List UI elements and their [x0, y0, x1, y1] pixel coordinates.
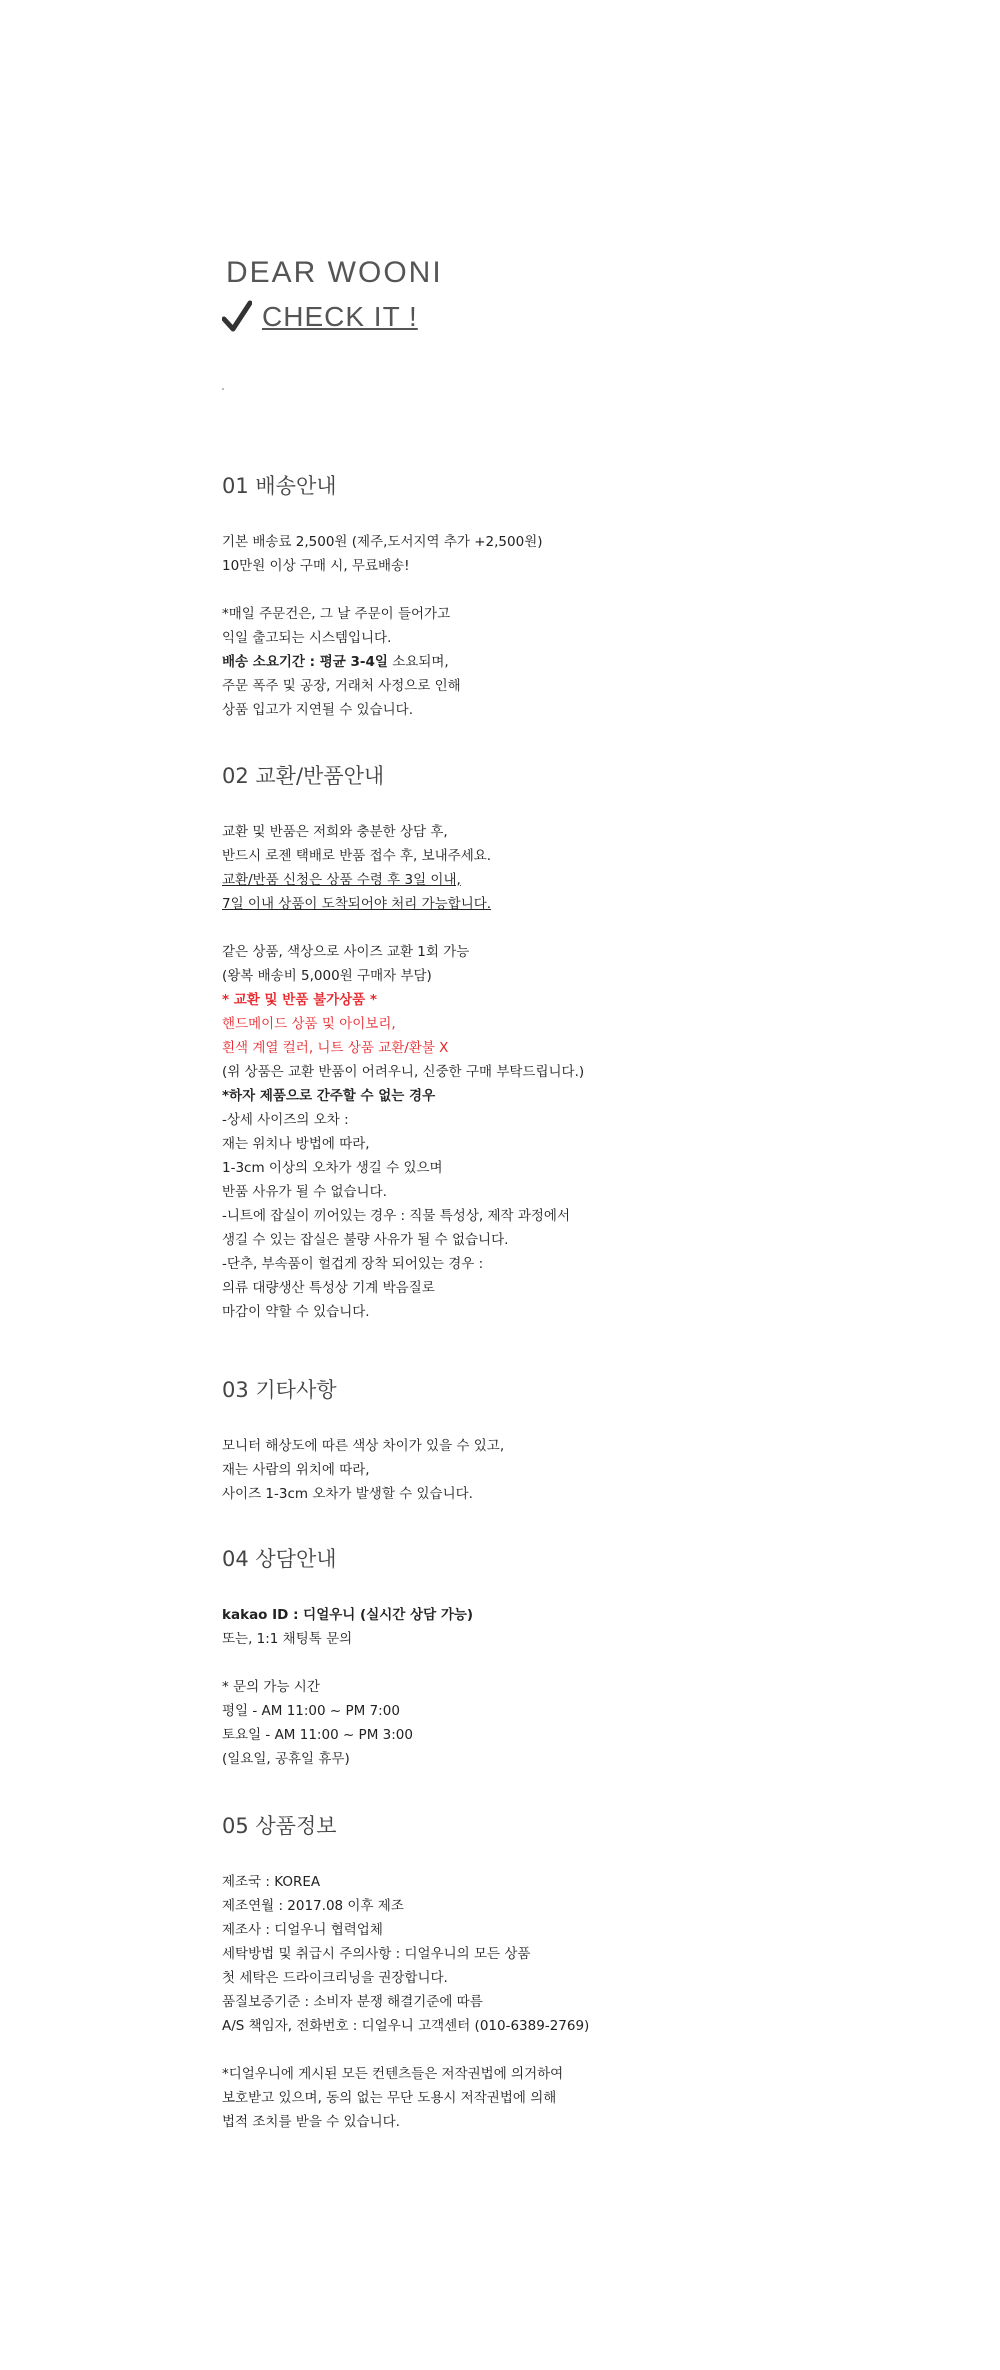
text-line: * 교환 및 반품 불가상품 * — [222, 992, 377, 1008]
text-line: 첫 세탁은 드라이크리닝을 권장합니다. — [222, 1970, 448, 1986]
section-title: 02 교환/반품안내 — [222, 764, 385, 788]
text-line: 기본 배송료 2,500원 (제주,도서지역 추가 +2,500원) — [222, 534, 543, 550]
text-line: 10만원 이상 구매 시, 무료배송! — [222, 558, 410, 574]
text-line: 7일 이내 상품이 도착되어야 처리 가능합니다. — [222, 896, 492, 912]
section-consulting — [222, 1545, 782, 1771]
check-it-heading — [222, 300, 418, 334]
text-line: 핸드메이드 상품 및 아이보리, — [222, 1016, 396, 1032]
text-line: * 문의 가능 시간 — [222, 1679, 320, 1695]
text-line: 제조사 : 디얼우니 협력업체 — [222, 1922, 383, 1938]
plain-text: 소요되며, — [387, 654, 449, 670]
check-it-label: CHECK IT ! — [262, 301, 418, 332]
text-line: 교환 및 반품은 저희와 충분한 상담 후, — [222, 824, 448, 840]
text-line: 모니터 해상도에 따른 색상 차이가 있을 수 있고, — [222, 1438, 505, 1454]
text-line: 흰색 계열 컬러, 니트 상품 교환/환불 X — [222, 1040, 449, 1056]
text-line: *디얼우니에 게시된 모든 컨텐츠들은 저작권법에 의거하여 — [222, 2066, 564, 2082]
text-line: 반품 사유가 될 수 없습니다. — [222, 1184, 387, 1200]
text-line: 마감이 약할 수 있습니다. — [222, 1304, 370, 1320]
text-line: -단추, 부속품이 헐겁게 장착 되어있는 경우 : — [222, 1256, 484, 1272]
text-line: 반드시 로젠 택배로 반품 접수 후, 보내주세요. — [222, 848, 492, 864]
text-line: 같은 상품, 색상으로 사이즈 교환 1회 가능 — [222, 944, 470, 960]
text-line: -니트에 잡실이 끼어있는 경우 : 직물 특성상, 제작 과정에서 — [222, 1208, 570, 1224]
text-line — [222, 650, 782, 674]
text-line: 보호받고 있으며, 동의 없는 무단 도용시 저작권법에 의해 — [222, 2090, 557, 2106]
section-product-info — [222, 1812, 782, 2134]
text-line: 토요일 - AM 11:00 ~ PM 3:00 — [222, 1727, 413, 1743]
text-line: 세탁방법 및 취급시 주의사항 : 디얼우니의 모든 상품 — [222, 1946, 531, 1962]
text-line: A/S 책임자, 전화번호 : 디얼우니 고객센터 (010-6389-2769) — [222, 2018, 590, 2034]
section-title: 04 상담안내 — [222, 1547, 337, 1571]
spacer — [222, 1651, 782, 1675]
decorative-dot — [222, 388, 224, 390]
text-line: 1-3cm 이상의 오차가 생길 수 있으며 — [222, 1160, 443, 1176]
text-line: 재는 위치나 방법에 따라, — [222, 1136, 370, 1152]
text-line: 제조국 : KOREA — [222, 1874, 321, 1890]
text-line: 사이즈 1-3cm 오차가 발생할 수 있습니다. — [222, 1486, 473, 1502]
text-line: 법적 조치를 받을 수 있습니다. — [222, 2114, 400, 2130]
section-title: 03 기타사항 — [222, 1378, 337, 1402]
text-line: -상세 사이즈의 오차 : — [222, 1112, 349, 1128]
text-line: 생길 수 있는 잡실은 불량 사유가 될 수 없습니다. — [222, 1232, 509, 1248]
text-line: 평일 - AM 11:00 ~ PM 7:00 — [222, 1703, 400, 1719]
checkmark-icon — [222, 300, 252, 334]
spacer — [222, 2038, 782, 2062]
text-line: 또는, 1:1 채팅톡 문의 — [222, 1631, 353, 1647]
brand-title: DEAR WOONI — [226, 256, 443, 289]
text-line: 제조연월 : 2017.08 이후 제조 — [222, 1898, 404, 1914]
spacer — [222, 916, 782, 940]
text-line: 상품 입고가 지연될 수 있습니다. — [222, 702, 413, 718]
section-shipping — [222, 472, 782, 722]
text-line: (일요일, 공휴일 휴무) — [222, 1751, 350, 1767]
section-title: 05 상품정보 — [222, 1814, 337, 1838]
text-line: 주문 폭주 및 공장, 거래처 사정으로 인해 — [222, 678, 461, 694]
text-line: kakao ID : 디얼우니 (실시간 상담 가능) — [222, 1607, 474, 1623]
bold-text: 배송 소요기간 : 평균 3-4일 — [222, 654, 388, 670]
text-line: *하자 제품으로 간주할 수 없는 경우 — [222, 1088, 436, 1104]
section-exchange-return — [222, 762, 782, 1324]
text-line: 재는 사람의 위치에 따라, — [222, 1462, 370, 1478]
section-etc — [222, 1376, 782, 1506]
text-line: (왕복 배송비 5,000원 구매자 부담) — [222, 968, 432, 984]
spacer — [222, 578, 782, 602]
text-line: (위 상품은 교환 반품이 어려우니, 신중한 구매 부탁드립니다.) — [222, 1064, 585, 1080]
section-title: 01 배송안내 — [222, 474, 337, 498]
text-line: 의류 대량생산 특성상 기계 박음질로 — [222, 1280, 435, 1296]
text-line: *매일 주문건은, 그 날 주문이 들어가고 — [222, 606, 451, 622]
text-line: 교환/반품 신청은 상품 수령 후 3일 이내, — [222, 872, 461, 888]
text-line: 품질보증기준 : 소비자 분쟁 해결기준에 따름 — [222, 1994, 483, 2010]
text-line: 익일 출고되는 시스템입니다. — [222, 630, 392, 646]
